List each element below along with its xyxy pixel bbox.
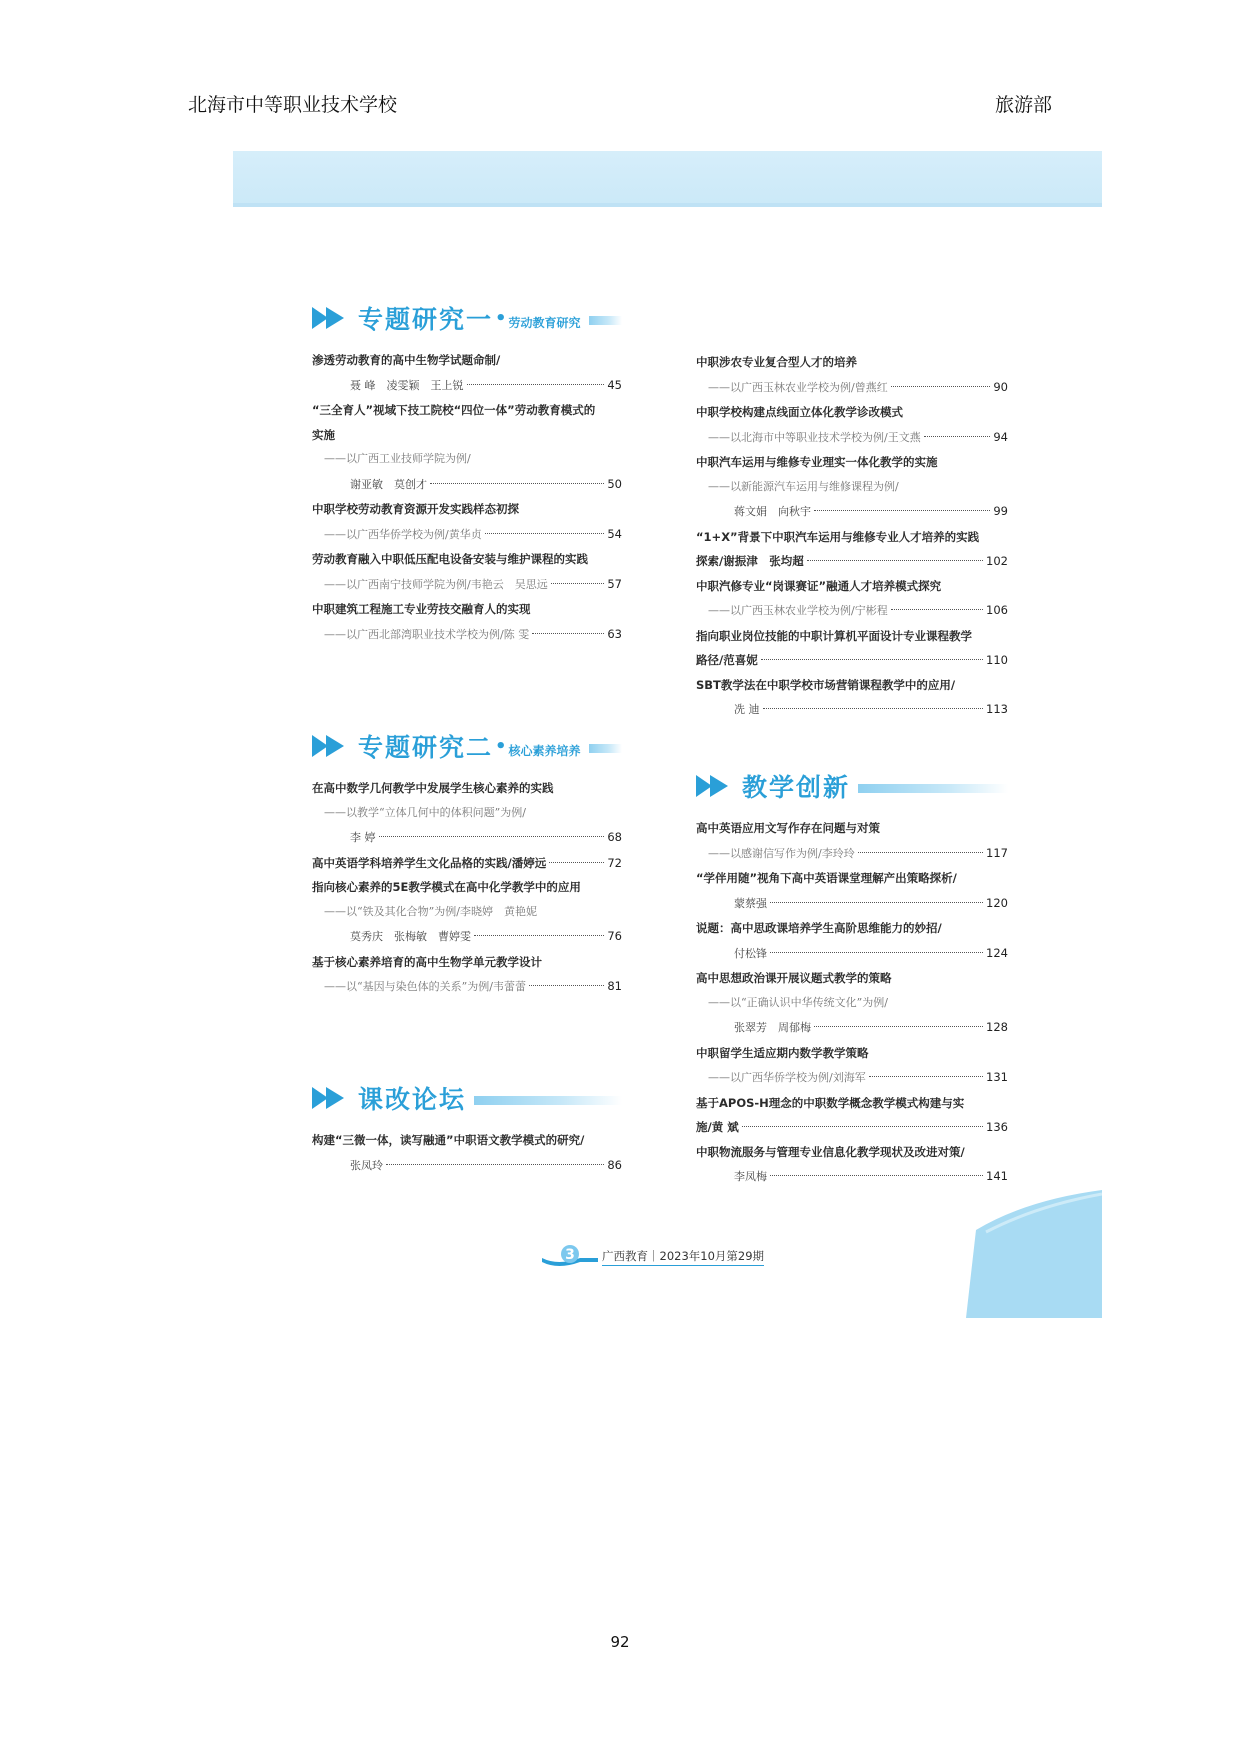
entry-page: 141 <box>986 1169 1008 1183</box>
section-title: 教学创新 <box>742 773 851 802</box>
entry-page: 86 <box>607 1157 622 1172</box>
toc-entry[interactable] <box>312 597 622 647</box>
entry-title: SBT教学法在中职学校市场营销课程教学中的应用/ <box>696 677 956 692</box>
toc-list <box>696 350 1008 723</box>
entry-subtitle: ——以广西玉林农业学校为例/曾燕红 <box>708 380 888 394</box>
entry-page: 120 <box>986 895 1008 910</box>
entry-author: 付松锋 <box>734 946 767 960</box>
entry-page: 99 <box>993 504 1008 518</box>
entry-title: 中职留学生适应期内数学教学策略 <box>696 1045 869 1060</box>
entry-page: 124 <box>986 945 1008 960</box>
entry-page: 81 <box>607 979 622 993</box>
toc-entry[interactable] <box>696 1140 1008 1190</box>
section-heading <box>312 726 622 766</box>
entry-title: 构建“三微一体，读写融通”中职语文教学模式的研究/ <box>312 1133 585 1147</box>
entry-title: 中职学校构建点线面立体化教学诊改模式 <box>696 405 903 419</box>
school-name: 北海市中等职业技术学校 <box>188 94 398 116</box>
toc-entry[interactable] <box>696 816 1008 866</box>
toc-entry[interactable] <box>696 400 1008 450</box>
dot-leader <box>532 633 604 634</box>
dot-leader <box>549 862 604 863</box>
section-rule <box>474 1096 622 1105</box>
entry-title: 高中思想政治课开展议题式教学的策略 <box>696 971 892 985</box>
entry-title: 中职汽车运用与维修专业理实一体化教学的实施 <box>696 455 938 469</box>
dot-leader <box>814 510 990 511</box>
toc-entry[interactable] <box>312 497 622 547</box>
toc-entry[interactable] <box>696 350 1008 400</box>
entry-author: 李 婷 <box>350 831 376 844</box>
dot-leader <box>924 436 991 437</box>
dot-leader <box>551 583 605 584</box>
toc-list <box>312 348 622 647</box>
toc-entry[interactable] <box>696 1091 1008 1140</box>
title-dot: • <box>495 307 507 329</box>
toc-entry[interactable] <box>696 525 1008 574</box>
entry-title: 在高中数学几何教学中发展学生核心素养的实践 <box>312 781 554 795</box>
entry-page: 57 <box>607 576 622 591</box>
entry-author: 张凤玲 <box>350 1158 383 1172</box>
entry-title: 中职学校劳动教育资源开发实践样态初探 <box>312 502 519 516</box>
entry-title: 高中英语应用文写作存在问题与对策 <box>696 821 880 835</box>
section-jiaoxue-chuangxin <box>696 766 1008 1190</box>
entry-page: 90 <box>993 379 1008 394</box>
dot-leader <box>770 1175 983 1176</box>
toc-entry[interactable] <box>312 398 622 497</box>
entry-title-cont: 探索/谢振津 张均超 <box>696 554 804 568</box>
department-name: 旅游部 <box>994 94 1052 116</box>
entry-page: 102 <box>986 554 1008 568</box>
entry-subtitle: ——以新能源汽车运用与维修课程为例/ <box>708 479 899 493</box>
section-right-continued <box>696 350 1008 723</box>
entry-title: 说题：高中思政课培养学生高阶思维能力的妙招/ <box>696 921 942 935</box>
toc-entry[interactable] <box>696 916 1008 966</box>
toc-entry[interactable] <box>696 1041 1008 1091</box>
entry-subtitle: ——以广西华侨学校为例/黄华贞 <box>324 527 482 541</box>
section-heading <box>312 298 622 338</box>
section-rule <box>589 316 622 325</box>
entry-author: 蒋文娟 向秋宇 <box>734 505 811 518</box>
entry-page: 117 <box>986 845 1008 860</box>
entry-page: 113 <box>986 702 1008 716</box>
journal-issue: 广西教育｜2023年10月第29期 <box>602 1248 764 1266</box>
entry-title-cont: 实施 <box>312 427 335 442</box>
toc-entry[interactable] <box>696 450 1008 525</box>
section-rule <box>589 744 622 753</box>
dot-leader <box>430 483 604 484</box>
entry-title: 指向核心素养的5E教学模式在高中化学教学中的应用 <box>312 880 581 894</box>
section-heading <box>696 766 1008 806</box>
entry-subtitle: ——以北海市中等职业技术学校为例/王文燕 <box>708 430 921 444</box>
toc-list <box>312 776 622 1000</box>
toc-entry[interactable] <box>696 624 1008 673</box>
entry-page: 68 <box>607 830 622 844</box>
entry-author: 张翠芳 周郁梅 <box>734 1021 811 1034</box>
entry-subtitle: ——以“铁及其化合物”为例/李晓婷 黄艳妮 <box>324 904 537 918</box>
entry-subtitle: ——以广西工业技师学院为例/ <box>324 452 471 465</box>
section-zhuanti-1 <box>312 298 622 647</box>
dot-leader <box>742 1126 983 1127</box>
entry-author: 谢亚敏 莫创才 <box>350 477 427 491</box>
entry-title-cont: 施/黄 斌 <box>696 1120 739 1134</box>
section-heading <box>312 1078 622 1118</box>
journal-logo-digit: 3 <box>565 1247 575 1263</box>
dot-leader <box>770 952 983 953</box>
entry-subtitle: ——以广西玉林农业学校为例/宁彬程 <box>708 604 888 617</box>
entry-author: 李凤梅 <box>734 1170 767 1183</box>
dot-leader <box>814 1026 983 1027</box>
dot-leader <box>474 935 604 936</box>
entry-page: 45 <box>607 377 622 392</box>
toc-entry[interactable] <box>312 776 622 851</box>
dot-leader <box>529 985 604 986</box>
dot-leader <box>467 384 605 385</box>
toc-entry[interactable] <box>312 950 622 1000</box>
dot-leader <box>386 1164 604 1165</box>
entry-title: 基于APOS-H理念的中职数学概念教学模式构建与实 <box>696 1095 965 1110</box>
double-arrow-icon <box>312 733 350 759</box>
corner-decoration <box>966 1190 1102 1318</box>
entry-title: “1+X”背景下中职汽车运用与维修专业人才培养的实践 <box>696 529 980 544</box>
entry-page: 131 <box>986 1070 1008 1084</box>
entry-title: 中职建筑工程施工专业劳技交融育人的实现 <box>312 602 531 616</box>
section-title: 专题研究一 <box>358 305 494 334</box>
double-arrow-icon <box>696 773 734 799</box>
journal-logo-icon <box>540 1244 600 1270</box>
dot-leader <box>869 1076 983 1077</box>
dot-leader <box>858 852 983 853</box>
dot-leader <box>763 708 984 709</box>
entry-title: 中职物流服务与管理专业信息化教学现状及改进对策/ <box>696 1144 965 1159</box>
dot-leader <box>485 533 605 534</box>
dot-leader <box>891 609 983 610</box>
double-arrow-icon <box>312 305 350 331</box>
dot-leader <box>891 386 991 387</box>
entry-page: 128 <box>986 1020 1008 1034</box>
entry-subtitle: ——以广西南宁技师学院为例/韦艳云 吴思远 <box>324 577 548 591</box>
dot-leader <box>770 902 983 903</box>
section-subtitle: 劳动教育研究 <box>508 315 581 330</box>
entry-author: 聂 峰 凌雯颖 王上锐 <box>350 378 464 392</box>
entry-subtitle: ——以“基因与染色体的关系”为例/韦蕾蕾 <box>324 980 526 993</box>
section-zhuanti-2 <box>312 726 622 1000</box>
toc-entry[interactable] <box>696 673 1008 723</box>
section-title: 专题研究二 <box>358 733 494 762</box>
header-band <box>233 151 1102 207</box>
entry-page: 106 <box>986 603 1008 617</box>
entry-subtitle: ——以教学“立体几何中的体积问题”为例/ <box>324 805 526 819</box>
double-arrow-icon <box>312 1085 350 1111</box>
entry-page: 54 <box>607 526 622 541</box>
toc-entry[interactable] <box>696 966 1008 1041</box>
dot-leader <box>379 836 605 837</box>
entry-page: 110 <box>986 653 1008 667</box>
entry-title-cont: 路径/范喜妮 <box>696 653 758 667</box>
entry-subtitle: ——以广西北部湾职业技术学校为例/陈 雯 <box>324 627 530 641</box>
section-subtitle: 核心素养培养 <box>508 743 581 758</box>
entry-page: 50 <box>607 476 622 491</box>
entry-page: 94 <box>993 429 1008 444</box>
entry-title: 中职汽修专业“岗课赛证”融通人才培养模式探究 <box>696 578 942 593</box>
entry-title: 劳动教育融入中职低压配电设备安装与维护课程的实践 <box>312 552 588 566</box>
toc-entry[interactable] <box>312 348 622 398</box>
entry-title: “三全育人”视域下技工院校“四位一体”劳动教育模式的 <box>312 403 596 417</box>
toc-entry[interactable] <box>312 875 622 950</box>
entry-title: 渗透劳动教育的高中生物学试题命制/ <box>312 353 501 367</box>
toc-list <box>312 1128 622 1178</box>
toc-entry[interactable] <box>312 547 622 597</box>
entry-subtitle: ——以感谢信写作为例/李玲玲 <box>708 846 855 860</box>
entry-subtitle: ——以广西华侨学校为例/刘海军 <box>708 1071 866 1084</box>
entry-title: 中职涉农专业复合型人才的培养 <box>696 355 857 369</box>
entry-author: 冼 迪 <box>734 703 760 716</box>
entry-title: “学伴用随”视角下高中英语课堂理解产出策略探析/ <box>696 871 957 885</box>
dot-leader <box>761 659 983 660</box>
entry-title: 高中英语学科培养学生文化品格的实践/潘婷远 <box>312 855 547 870</box>
entry-author: 莫秀庆 张梅敏 曹婷雯 <box>350 930 471 943</box>
entry-author: 蒙蔡强 <box>734 896 767 910</box>
page-number: 92 <box>610 1633 630 1651</box>
entry-title: 指向职业岗位技能的中职计算机平面设计专业课程教学 <box>696 628 972 643</box>
journal-footer <box>540 1242 790 1272</box>
entry-page: 72 <box>607 855 622 870</box>
title-dot: • <box>495 735 507 757</box>
section-kegai-luntan <box>312 1078 622 1178</box>
section-rule <box>858 784 1008 793</box>
entry-subtitle: ——以“正确认识中华传统文化”为例/ <box>708 995 888 1009</box>
entry-title: 基于核心素养培育的高中生物学单元教学设计 <box>312 954 542 969</box>
entry-page: 136 <box>986 1120 1008 1134</box>
toc-entry[interactable] <box>312 851 622 876</box>
entry-page: 63 <box>607 626 622 641</box>
toc-entry[interactable] <box>696 574 1008 624</box>
toc-list <box>696 816 1008 1190</box>
toc-entry[interactable] <box>312 1128 622 1178</box>
dot-leader <box>807 560 983 561</box>
toc-entry[interactable] <box>696 866 1008 916</box>
section-title: 课改论坛 <box>358 1085 467 1114</box>
entry-page: 76 <box>607 929 622 943</box>
